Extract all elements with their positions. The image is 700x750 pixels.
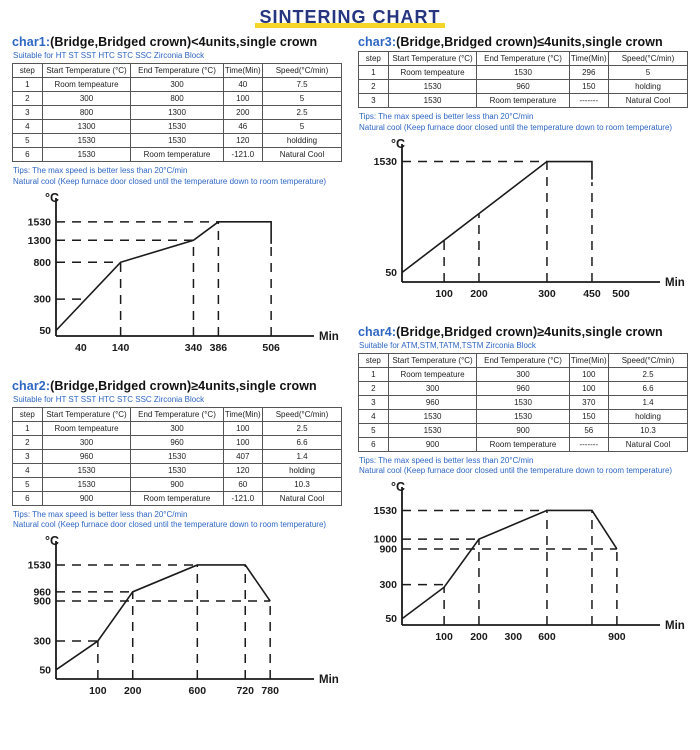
table-row (13, 134, 342, 148)
table-row (13, 449, 342, 463)
table-cell: 5 (263, 120, 342, 134)
x-tick-label: 300 (538, 287, 556, 300)
section-title (358, 35, 688, 49)
y-tick-label: 1530 (373, 155, 397, 168)
table-cell: holding (609, 80, 688, 94)
table-cell: 150 (569, 80, 608, 94)
table-cell: 960 (477, 381, 569, 395)
table-cell: 10.3 (609, 423, 688, 437)
y-tick-label: 900 (33, 595, 51, 608)
table-cell: 6 (13, 491, 43, 505)
table-cell: 1530 (42, 477, 131, 491)
table-row (13, 92, 342, 106)
table-cell: holding (263, 463, 342, 477)
table-cell: 6.6 (609, 381, 688, 395)
column-header: Speed(°C/min) (263, 64, 342, 78)
table-cell: 300 (131, 421, 223, 435)
table-row (13, 78, 342, 92)
column-header: step (13, 407, 43, 421)
column-header: Time(Min) (223, 64, 262, 78)
table-cell: 3 (13, 449, 43, 463)
table-header-row (359, 353, 688, 367)
table-cell: 1530 (131, 134, 223, 148)
suitable-note: Suitable for HT ST SST HTC STC SSC Zirconia Block (13, 51, 205, 60)
table-cell: 100 (223, 92, 262, 106)
table-cell: 900 (477, 423, 569, 437)
section-title (12, 35, 342, 49)
tips-line-1: Tips: The max speed is better less than 20°C/min (13, 509, 188, 519)
table-cell: 1530 (388, 423, 477, 437)
table-header-row (13, 64, 342, 78)
table-cell: ------- (569, 94, 608, 108)
table-cell: 4 (359, 409, 389, 423)
table-cell: 3 (359, 94, 389, 108)
tips-note (13, 510, 342, 532)
x-tick-label: 140 (111, 341, 130, 354)
table-cell: 300 (42, 435, 131, 449)
section-title (12, 379, 342, 393)
table-cell: 5 (263, 92, 342, 106)
table-cell: 1530 (131, 449, 223, 463)
y-tick-label: 50 (39, 664, 51, 677)
table-cell: 6 (359, 437, 389, 451)
table-cell: 150 (569, 409, 608, 423)
table-cell: Room temperature (477, 437, 569, 451)
table-cell: 1530 (42, 463, 131, 477)
column-header: Speed(°C/min) (609, 353, 688, 367)
table-cell: 3 (13, 106, 43, 120)
chart4-canvas (358, 479, 688, 655)
x-tick-label: 40 (75, 341, 87, 354)
section-char1 (12, 35, 342, 371)
table-cell: 2.5 (263, 421, 342, 435)
section-title-text: (Bridge,Bridged crown)≥4units,single crown (396, 324, 663, 339)
table-cell: 2 (13, 92, 43, 106)
x-tick-label: 450 (583, 287, 601, 300)
table-row (359, 395, 688, 409)
table-cell: Room tempeature (42, 78, 131, 92)
temperature-profile-line (56, 565, 270, 670)
table-cell: 2 (13, 435, 43, 449)
table-cell: 960 (477, 80, 569, 94)
x-tick-label: 200 (123, 685, 142, 698)
x-axis-unit: Min (665, 620, 685, 633)
column-header: Start Temperature (°C) (388, 353, 477, 367)
y-axis-unit: °C (44, 190, 59, 205)
y-axis-unit: °C (390, 480, 405, 495)
section-title-prefix: char1: (12, 35, 51, 49)
table-cell: 1 (13, 421, 43, 435)
table-cell: 3 (359, 395, 389, 409)
x-tick-label: 200 (470, 287, 488, 300)
table-cell: ------- (569, 437, 608, 451)
table-cell: Natural Cool (263, 148, 342, 162)
table-cell: 1 (13, 78, 43, 92)
profile-chart (358, 136, 688, 317)
table-cell: 120 (223, 463, 262, 477)
table-row (13, 120, 342, 134)
table-cell: 1530 (131, 120, 223, 134)
table-cell: Room tempeature (42, 421, 131, 435)
section-title-text: (Bridge,Bridged crown)≤4units,single crown (396, 35, 663, 49)
table-cell: 5 (13, 134, 43, 148)
y-tick-label: 1530 (27, 559, 51, 572)
table-cell: 960 (131, 435, 223, 449)
x-axis-unit: Min (319, 674, 339, 687)
table-cell: 100 (569, 381, 608, 395)
chart2-canvas (12, 533, 342, 709)
y-axis-unit: °C (44, 534, 59, 549)
table-cell: 1.4 (609, 395, 688, 409)
table-row (13, 491, 342, 505)
table-row (359, 94, 688, 108)
table-cell: 1530 (388, 409, 477, 423)
table-cell: 1300 (131, 106, 223, 120)
table-cell: Natural Cool (609, 437, 688, 451)
section-title-text: (Bridge,Bridged crown)≥4units,single crown (50, 378, 317, 393)
table-cell: 800 (42, 106, 131, 120)
table-cell: holding (609, 409, 688, 423)
table-cell: holdding (263, 134, 342, 148)
column-header: Time(Min) (569, 52, 608, 66)
table-cell: 300 (477, 367, 569, 381)
table-row (359, 66, 688, 80)
table-row (13, 148, 342, 162)
tips-line-2: Natural cool (Keep furnace door closed until the temperature down to room temperature) (13, 176, 327, 186)
section-char3 (358, 35, 688, 317)
table-cell: 5 (609, 66, 688, 80)
profile-chart (12, 190, 342, 371)
section-title-prefix: char2: (12, 378, 51, 393)
table-cell: Natural Cool (609, 94, 688, 108)
column-header: Start Temperature (°C) (42, 64, 131, 78)
tips-line-2: Natural cool (Keep furnace door closed until the temperature down to room temperature) (359, 122, 673, 132)
column-header: Speed(°C/min) (609, 52, 688, 66)
table-cell: 5 (359, 423, 389, 437)
table-cell: 300 (42, 92, 131, 106)
table-cell: 900 (388, 437, 477, 451)
x-tick-label: 506 (262, 341, 280, 354)
y-tick-label: 1530 (373, 505, 397, 518)
table-cell: 1530 (477, 66, 569, 80)
chart1-canvas (12, 190, 342, 366)
x-tick-label: 100 (435, 287, 453, 300)
table-row (13, 421, 342, 435)
tips-note (359, 112, 688, 134)
column-header: Speed(°C/min) (263, 407, 342, 421)
column-header: step (359, 353, 389, 367)
x-tick-label: 200 (470, 631, 488, 644)
table-cell: 60 (223, 477, 262, 491)
table-row (13, 435, 342, 449)
x-tick-label: 300 (504, 631, 523, 644)
column-header: End Temperature (°C) (477, 52, 569, 66)
table-cell: 960 (42, 449, 131, 463)
column-header: step (359, 52, 389, 66)
table-cell: 2 (359, 80, 389, 94)
x-axis-unit: Min (665, 276, 685, 289)
tips-note (13, 166, 342, 188)
table-row (13, 463, 342, 477)
x-tick-label: 100 (89, 685, 107, 698)
temperature-profile-line (402, 161, 592, 272)
column-header: End Temperature (°C) (131, 407, 223, 421)
table-cell: Natural Cool (263, 491, 342, 505)
table-row (359, 409, 688, 423)
x-tick-label: 600 (188, 685, 207, 698)
table-cell: 1530 (388, 94, 477, 108)
table-cell: 296 (569, 66, 608, 80)
table-cell: 300 (388, 381, 477, 395)
table-cell: 100 (223, 435, 262, 449)
table-cell: 1.4 (263, 449, 342, 463)
table-row (359, 80, 688, 94)
column-header: End Temperature (°C) (131, 64, 223, 78)
table-cell: -121.0 (223, 148, 262, 162)
y-tick-label: 1300 (27, 234, 51, 247)
sintering-table (358, 353, 688, 452)
table-cell: 1530 (477, 409, 569, 423)
table-cell: 100 (223, 421, 262, 435)
table-cell: 1530 (42, 148, 131, 162)
table-cell: 800 (131, 92, 223, 106)
tips-line-1: Tips: The max speed is better less than 20°C/min (359, 112, 534, 121)
table-cell: 900 (131, 477, 223, 491)
y-tick-label: 900 (379, 543, 397, 556)
column-header: End Temperature (°C) (477, 353, 569, 367)
table-row (359, 423, 688, 437)
table-row (13, 477, 342, 491)
right-column (358, 30, 688, 668)
y-tick-label: 1530 (27, 215, 51, 228)
section-char2 (12, 379, 342, 715)
y-tick-label: 300 (33, 635, 51, 648)
table-cell: 40 (223, 78, 262, 92)
x-tick-label: 720 (236, 685, 255, 698)
sintering-table (12, 407, 342, 506)
tips-line-2: Natural cool (Keep furnace door closed until the temperature down to room temperature) (13, 520, 327, 530)
tips-line-2: Natural cool (Keep furnace door closed until the temperature down to room temperature) (359, 466, 673, 476)
section-title-text: (Bridge,Bridged crown)<4units,single crown (50, 35, 318, 49)
table-header-row (359, 52, 688, 66)
page-title: SINTERING CHART (259, 7, 441, 27)
table-cell: 6.6 (263, 435, 342, 449)
x-tick-label: 386 (209, 341, 228, 354)
column-header: step (13, 64, 43, 78)
table-cell: 1530 (388, 80, 477, 94)
y-tick-label: 800 (33, 256, 51, 269)
column-header: Start Temperature (°C) (42, 407, 131, 421)
column-header: Start Temperature (°C) (388, 52, 477, 66)
table-cell: 300 (131, 78, 223, 92)
x-tick-label: 780 (261, 685, 279, 698)
table-cell: 2.5 (609, 367, 688, 381)
section-title-prefix: char4: (358, 324, 397, 339)
temperature-profile-line (56, 221, 271, 330)
table-cell: Room tempeature (388, 66, 477, 80)
x-tick-label: 900 (608, 631, 626, 644)
y-tick-label: 1000 (373, 533, 397, 546)
table-cell: 960 (388, 395, 477, 409)
table-cell: 900 (42, 491, 131, 505)
table-cell: 6 (13, 148, 43, 162)
sintering-table (358, 51, 688, 108)
x-axis-unit: Min (319, 330, 339, 343)
y-tick-label: 50 (39, 324, 51, 337)
table-cell: 1300 (42, 120, 131, 134)
table-cell: 1 (359, 367, 389, 381)
table-cell: 7.5 (263, 78, 342, 92)
y-tick-label: 300 (33, 293, 51, 306)
table-cell: Room temperature (477, 94, 569, 108)
x-tick-label: 500 (612, 287, 630, 300)
tips-note (359, 456, 688, 478)
profile-chart (358, 479, 688, 660)
y-tick-label: 300 (379, 579, 397, 592)
tips-line-1: Tips: The max speed is better less than 20°C/min (13, 166, 188, 175)
x-tick-label: 600 (538, 631, 556, 644)
sintering-table (12, 63, 342, 162)
table-header-row (13, 407, 342, 421)
chart3-canvas (358, 136, 688, 312)
column-header: Time(Min) (569, 353, 608, 367)
table-row (359, 367, 688, 381)
column-header: Time(Min) (223, 407, 262, 421)
table-row (359, 437, 688, 451)
table-cell: 120 (223, 134, 262, 148)
tips-line-1: Tips: The max speed is better less than 20°C/min (359, 455, 534, 465)
profile-chart (12, 533, 342, 714)
page-header (12, 7, 688, 28)
suitable-note: Suitable for HT ST SST HTC STC SSC Zirconia Block (13, 394, 205, 404)
table-cell: 1530 (131, 463, 223, 477)
table-cell: 407 (223, 449, 262, 463)
content-columns (12, 30, 688, 722)
section-char4 (358, 325, 688, 661)
table-cell: 56 (569, 423, 608, 437)
x-tick-label: 340 (184, 341, 203, 354)
table-cell: 46 (223, 120, 262, 134)
table-cell: Room tempeature (388, 367, 477, 381)
table-cell: 2.5 (263, 106, 342, 120)
section-title-prefix: char3: (358, 35, 397, 49)
table-cell: 1 (359, 66, 389, 80)
y-axis-unit: °C (390, 136, 405, 151)
x-tick-label: 100 (435, 631, 453, 644)
table-cell: 370 (569, 395, 608, 409)
table-cell: 2 (359, 381, 389, 395)
table-row (359, 381, 688, 395)
table-cell: -121.0 (223, 491, 262, 505)
table-cell: 1530 (477, 395, 569, 409)
section-title (358, 325, 688, 339)
table-cell: 10.3 (263, 477, 342, 491)
table-cell: 4 (13, 120, 43, 134)
left-column (12, 30, 342, 722)
y-tick-label: 50 (385, 266, 397, 279)
table-cell: Room temperature (131, 491, 223, 505)
table-cell: 100 (569, 367, 608, 381)
table-cell: Room temperature (131, 148, 223, 162)
suitable-note: Suitable for ATM,STM,TATM,TSTM Zirconia Block (359, 340, 536, 350)
table-cell: 5 (13, 477, 43, 491)
table-cell: 200 (223, 106, 262, 120)
table-cell: 4 (13, 463, 43, 477)
y-tick-label: 50 (385, 613, 397, 626)
table-row (13, 106, 342, 120)
temperature-profile-line (402, 511, 617, 619)
y-tick-label: 960 (33, 586, 51, 599)
table-cell: 1530 (42, 134, 131, 148)
